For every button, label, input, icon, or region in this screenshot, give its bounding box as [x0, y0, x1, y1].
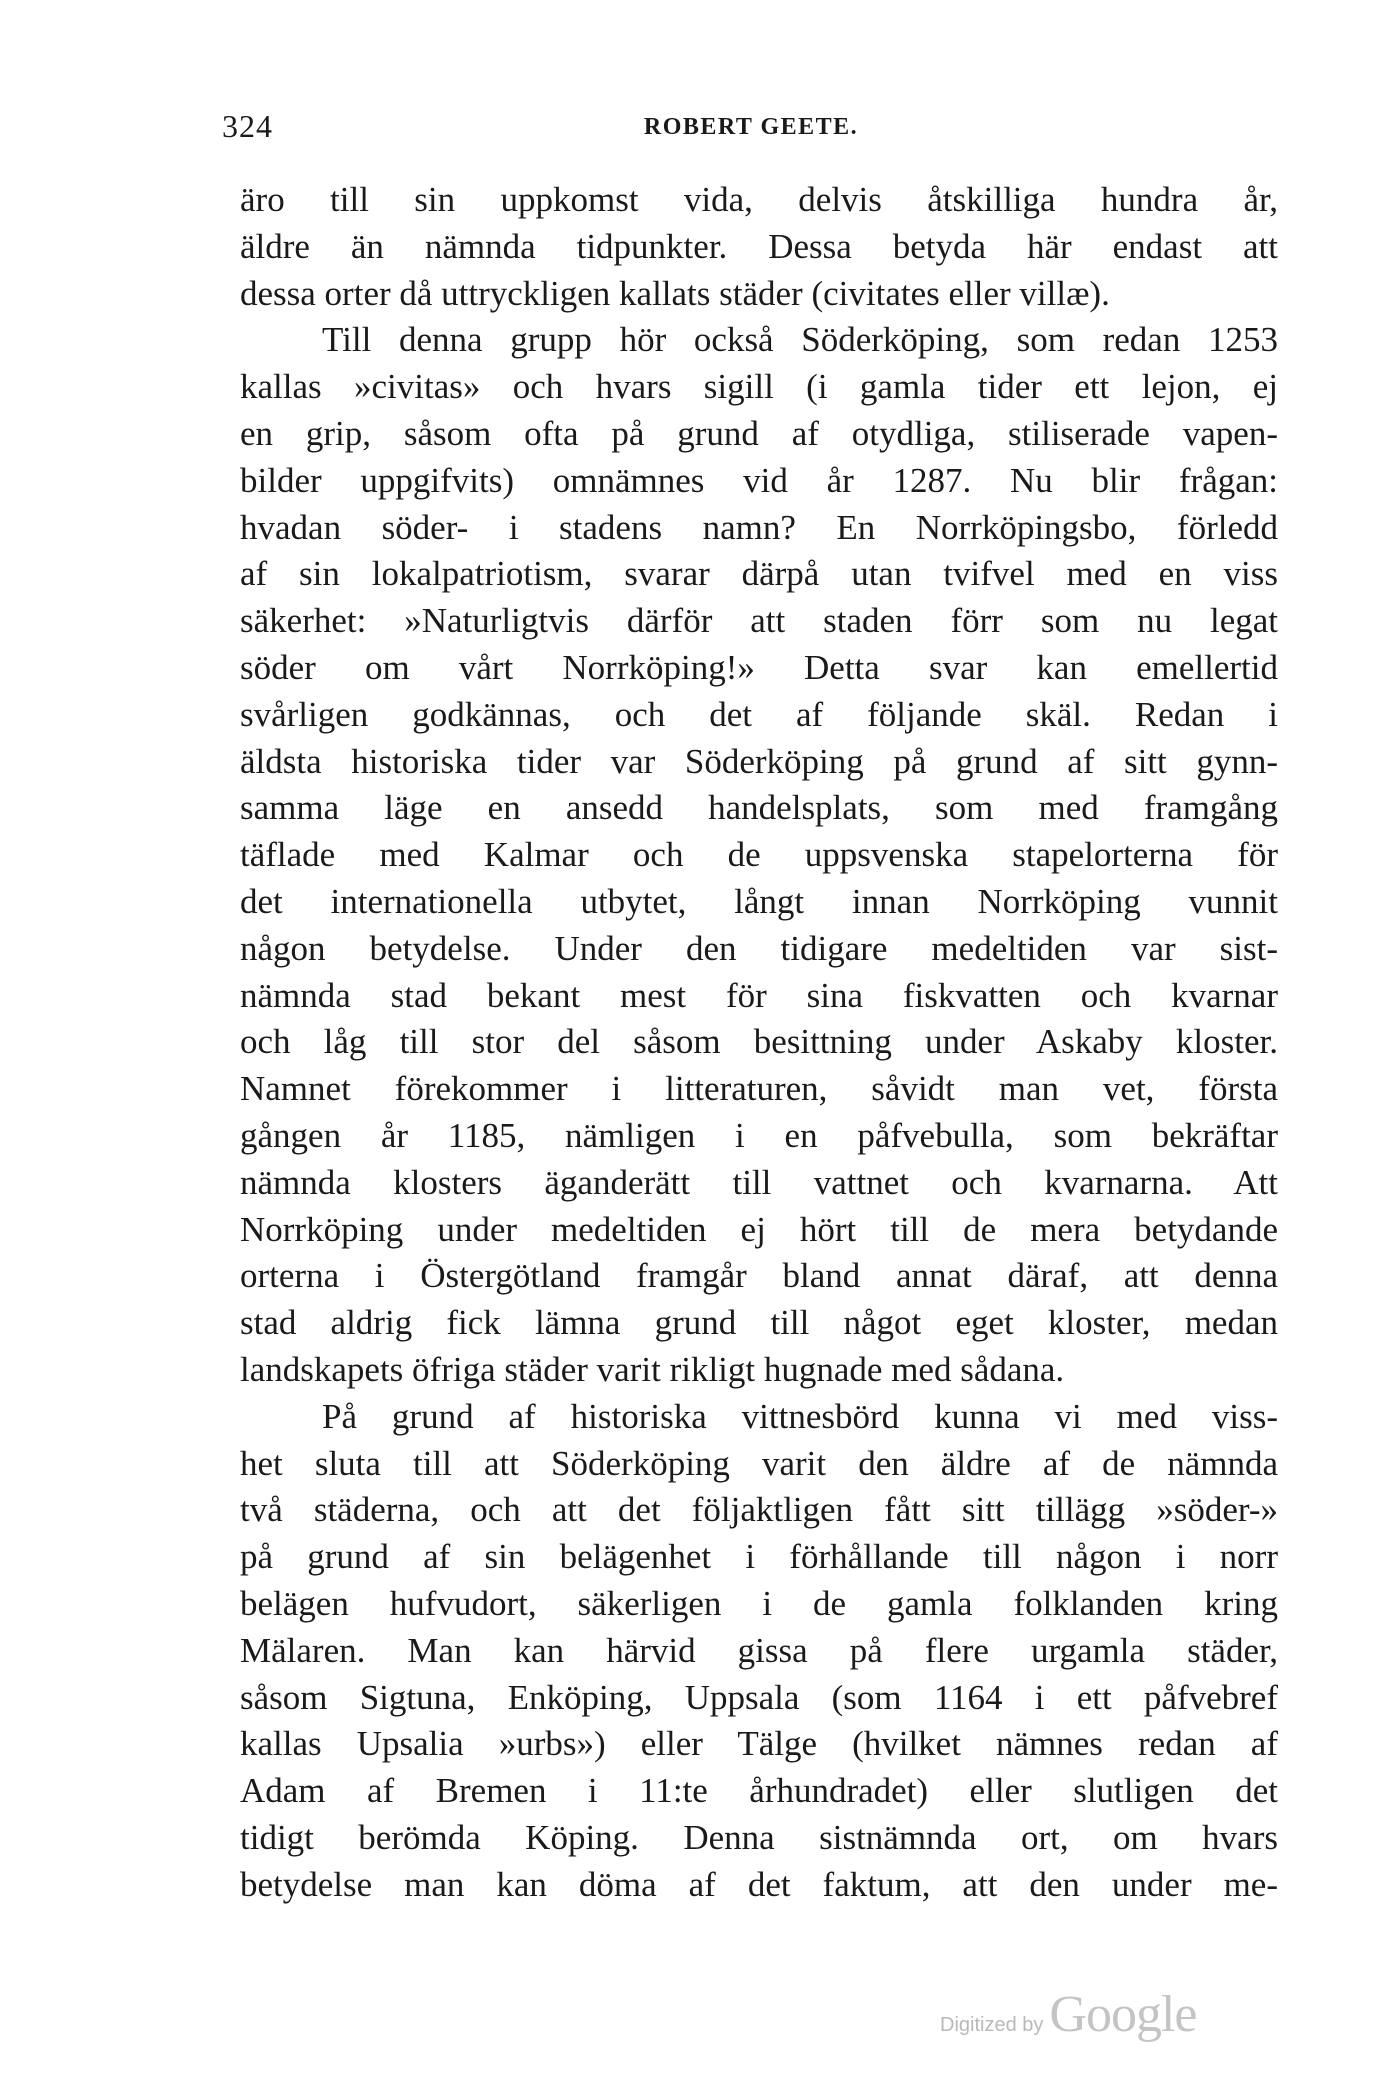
text-line: Namnet förekommer i litteraturen, såvidt man vet, första: [240, 1069, 1278, 1109]
text-line: en grip, såsom ofta på grund af otydliga, stiliserade vapen-: [240, 413, 1278, 453]
text-line: någon betydelse. Under den tidigare medeltiden var sist-: [240, 928, 1278, 968]
text-line: säkerhet: »Naturligtvis därför att staden förr som nu legat: [240, 601, 1278, 641]
text-line: och låg till stor del såsom besittning under Askaby kloster.: [240, 1022, 1278, 1062]
text-line: af sin lokalpatriotism, svarar därpå utan tvifvel med en viss: [240, 554, 1278, 594]
text-line: två städerna, och att det följaktligen fått sitt tillägg »söder-»: [240, 1490, 1278, 1530]
text-line: kallas Upsalia »urbs») eller Tälge (hvilket nämnes redan af: [240, 1724, 1278, 1764]
text-line: Adam af Bremen i 11:te århundradet) eller slutligen det: [240, 1771, 1278, 1811]
text-line: det internationella utbytet, långt innan Norrköping vunnit: [240, 881, 1278, 921]
text-line: såsom Sigtuna, Enköping, Uppsala (som 1164 i ett påfvebref: [240, 1677, 1278, 1717]
text-line: äldre än nämnda tidpunkter. Dessa betyda här endast att: [240, 226, 1278, 266]
page-header: [222, 108, 1280, 158]
text-line: hvadan söder- i stadens namn? En Norrköpingsbo, förledd: [240, 507, 1278, 547]
text-line: orterna i Östergötland framgår bland annat däraf, att denna: [240, 1256, 1278, 1296]
text-line: På grund af historiska vittnesbörd kunna vi med viss-: [322, 1396, 1278, 1436]
google-logo: Google: [1049, 1986, 1197, 2043]
text-line: kallas »civitas» och hvars sigill (i gamla tider ett lejon, ej: [240, 367, 1278, 407]
text-line: het sluta till att Söderköping varit den äldre af de nämnda: [240, 1443, 1278, 1483]
text-line: landskapets öfriga städer varit rikligt hugnade med sådana.: [240, 1349, 1065, 1389]
text-line: Till denna grupp hör också Söderköping, som redan 1253: [322, 320, 1278, 360]
text-line: äldsta historiska tider var Söderköping på grund af sitt gynn-: [240, 741, 1278, 781]
running-head: ROBERT GEETE.: [643, 114, 859, 140]
text-line: bilder uppgifvits) omnämnes vid år 1287. Nu blir frågan:: [240, 460, 1278, 500]
text-line: Norrköping under medeltiden ej hört till de mera betydande: [240, 1209, 1278, 1249]
text-line: belägen hufvudort, säkerligen i de gamla folklanden kring: [240, 1583, 1278, 1623]
text-line: stad aldrig fick lämna grund till något eget kloster, medan: [240, 1303, 1278, 1343]
text-line: tidigt berömda Köping. Denna sistnämnda ort, om hvars: [240, 1817, 1278, 1857]
text-line: äro till sin uppkomst vida, delvis åtskilliga hundra år,: [240, 180, 1278, 219]
page-number: 324: [222, 108, 273, 144]
google-watermark: [940, 1985, 1196, 2045]
text-line: söder om vårt Norrköping!» Detta svar kan emellertid: [240, 647, 1278, 687]
text-line: Mälaren. Man kan härvid gissa på flere urgamla städer,: [240, 1630, 1278, 1670]
text-line: dessa orter då uttryckligen kallats städer (civitates eller villæ).: [240, 273, 1110, 313]
text-line: svårligen godkännas, och det af följande skäl. Redan i: [240, 694, 1278, 734]
text-line: betydelse man kan döma af det faktum, att den under me-: [240, 1864, 1278, 1904]
text-line: gången år 1185, nämligen i en påfvebulla, som bekräftar: [240, 1115, 1278, 1155]
text-line: samma läge en ansedd handelsplats, som med framgång: [240, 788, 1278, 828]
text-line: på grund af sin belägenhet i förhållande till någon i norr: [240, 1537, 1278, 1577]
text-line: nämnda stad bekant mest för sina fiskvatten och kvarnar: [240, 975, 1278, 1015]
body-text: [240, 177, 1278, 1908]
text-line: täflade med Kalmar och de uppsvenska stapelorterna för: [240, 835, 1278, 875]
text-line: nämnda klosters äganderätt till vattnet och kvarnarna. Att: [240, 1162, 1278, 1202]
watermark-prefix: Digitized by: [940, 2014, 1044, 2036]
